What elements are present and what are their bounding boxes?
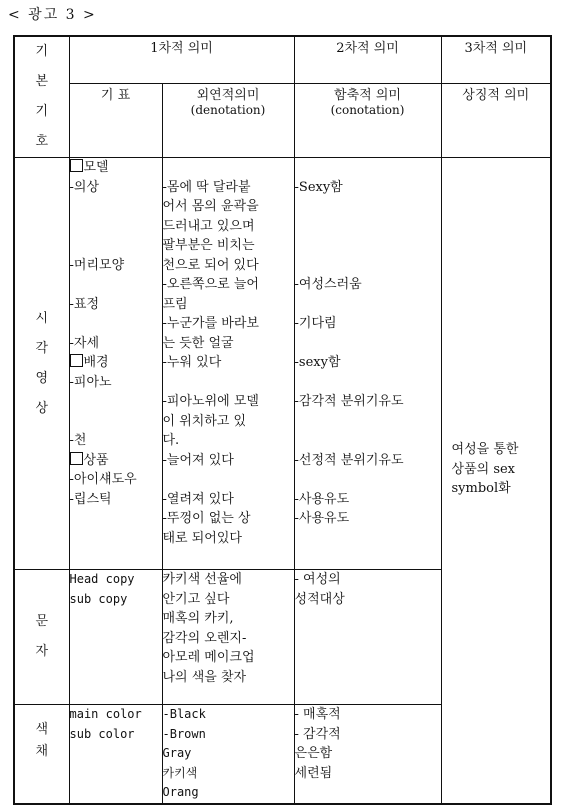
cell-line: -누군가를 바라보 (162, 316, 259, 331)
color-label (15, 719, 69, 763)
signifier-header: 기 표 (69, 83, 162, 157)
label-char: 자 (35, 644, 49, 659)
visual-denotations (162, 158, 294, 570)
cell-line: Gray (162, 746, 192, 760)
cell-line (295, 236, 441, 256)
cell-line: -아이섀도우 (69, 472, 137, 487)
cell-line: 카키색 (162, 765, 198, 780)
cell-line (70, 314, 162, 334)
text-denotations (162, 570, 294, 705)
cell-line (70, 275, 162, 295)
cell-line (163, 373, 294, 393)
cell-line (70, 217, 162, 237)
cell-line (295, 256, 441, 276)
cell-line: 세련됨 (294, 765, 333, 781)
text-label (35, 607, 48, 667)
semiotic-analysis-table (13, 35, 552, 805)
label-char: 기 (35, 44, 49, 59)
cell-line: Orang (162, 785, 199, 799)
cell-line: -오른쪽으로 늘어 (162, 277, 259, 292)
cell-line (295, 334, 441, 354)
checkbox-square-icon (70, 452, 83, 465)
visual-row (14, 158, 551, 570)
cell-line: main color (69, 707, 142, 721)
cell-line (163, 470, 294, 490)
cell-line: -표정 (69, 296, 100, 312)
label-char: 색 (35, 722, 49, 737)
cell-line: -선정적 분위기유도 (294, 452, 404, 468)
third-order-header: 3차적 의미 (441, 36, 551, 83)
text-label-cell (14, 570, 69, 705)
cell-line: -피아노 (69, 374, 112, 390)
cell-line: 어서 몸의 윤곽을 (162, 199, 259, 214)
cell-line: 상품 (70, 451, 162, 471)
cell-line (295, 158, 441, 178)
cell-line: 상품의 sex (451, 461, 516, 477)
cell-line: - 감각적 (294, 726, 341, 742)
visual-signs (69, 158, 162, 570)
cell-line: -열려져 있다 (162, 491, 234, 507)
cell-line: 성적대상 (294, 591, 345, 607)
cell-line: -피아노위에 모델 (162, 394, 259, 409)
denotation-header: 외연적의미 (denotation) (162, 83, 294, 157)
cell-line: 감각의 오렌지- (162, 630, 247, 646)
cell-line: -Black (162, 707, 206, 721)
cell-line: 이 위치하고 있 (162, 413, 247, 429)
cell-line: 드러내고 있으며 (162, 218, 255, 234)
checkbox-square-icon (70, 354, 83, 367)
cell-line: -의상 (69, 179, 100, 195)
symbolic-header: 상징적 의미 (441, 83, 551, 157)
cell-line: 나의 색을 찾자 (162, 669, 247, 685)
label-char: 채 (35, 744, 49, 759)
connotation-header: 함축적 의미 (conotation) (294, 83, 441, 157)
cell-line (295, 373, 441, 393)
cell-line: 팔부분은 비치는 (162, 238, 255, 253)
text-connotations (294, 570, 441, 705)
cell-line: sub color (69, 726, 135, 741)
cell-line (295, 295, 441, 315)
label-char: 시 (35, 310, 49, 326)
label-char: 영 (35, 370, 49, 386)
cell-line: -천 (69, 433, 87, 448)
cell-line (295, 217, 441, 237)
cell-line: -자세 (69, 335, 100, 351)
cell-line (295, 412, 441, 432)
label-char: 본 (35, 74, 49, 89)
color-denotations (162, 705, 294, 804)
cell-line (295, 431, 441, 451)
cell-line: 프림 (162, 296, 188, 312)
cell-line: - 매혹적 (294, 707, 341, 722)
cell-line (70, 197, 162, 217)
cell-line (70, 236, 162, 256)
cell-line: 는 듯한 얼굴 (162, 335, 234, 351)
label-char: 문 (35, 614, 49, 629)
basic-sign-label (35, 37, 48, 157)
checkbox-square-icon (70, 159, 83, 172)
cell-line (163, 158, 294, 178)
cell-line: -몸에 딱 달라붙 (162, 179, 251, 195)
cell-line: -Brown (162, 726, 206, 741)
cell-line: Head copy (69, 572, 135, 586)
cell-line: -감각적 분위기유도 (294, 394, 404, 409)
cell-line: -누워 있다 (162, 355, 222, 370)
cell-line: 다. (162, 433, 180, 448)
cell-line: -사용유도 (294, 511, 350, 526)
cell-line: -립스틱 (69, 491, 112, 507)
label-char: 호 (35, 134, 49, 149)
cell-line (295, 470, 441, 490)
cell-line: -Sexy함 (294, 179, 343, 195)
cell-line: -여성스러움 (294, 277, 362, 292)
visual-connotations (294, 158, 441, 570)
visual-label (35, 304, 48, 424)
cell-line: 태로 되어있다 (162, 530, 242, 546)
color-label-cell (14, 705, 69, 804)
cell-line: 카키색 선율에 (162, 572, 242, 587)
cell-line: 은은함 (294, 746, 333, 761)
text-signs (69, 570, 162, 705)
cell-line: 천으로 되어 있다 (162, 257, 259, 273)
label-char: 상 (35, 400, 49, 416)
cell-line: symbol화 (451, 481, 511, 496)
page-title: < 광고 3 > (8, 7, 97, 23)
cell-line (70, 412, 162, 432)
cell-line: - 여성의 (294, 572, 341, 587)
symbolic-meaning-cell (441, 158, 551, 804)
cell-line: sub copy (69, 591, 128, 606)
basic-sign-header (14, 36, 69, 158)
cell-line: -기다림 (294, 316, 337, 331)
cell-line: -사용유도 (294, 491, 350, 507)
cell-line (70, 392, 162, 412)
color-signs (69, 705, 162, 804)
cell-line (295, 197, 441, 217)
label-char: 기 (35, 104, 49, 119)
cell-line: 배경 (70, 353, 162, 373)
cell-line: 아모레 메이크업 (162, 650, 255, 665)
color-connotations (294, 705, 441, 804)
cell-line: -뚜껑이 없는 상 (162, 511, 251, 526)
cell-line: 여성을 통한 (451, 442, 519, 457)
cell-line: -머리모양 (69, 257, 125, 273)
second-order-header: 2차적 의미 (294, 36, 441, 83)
visual-label-cell (14, 158, 69, 570)
cell-line: -sexy함 (294, 355, 341, 370)
first-order-header: 1차적 의미 (69, 36, 294, 83)
label-char: 각 (35, 340, 49, 356)
cell-line: 매혹의 카키, (162, 611, 234, 626)
cell-line: 안기고 싶다 (162, 591, 230, 607)
cell-line: -늘어져 있다 (162, 452, 234, 468)
cell-line: 모델 (70, 158, 162, 178)
